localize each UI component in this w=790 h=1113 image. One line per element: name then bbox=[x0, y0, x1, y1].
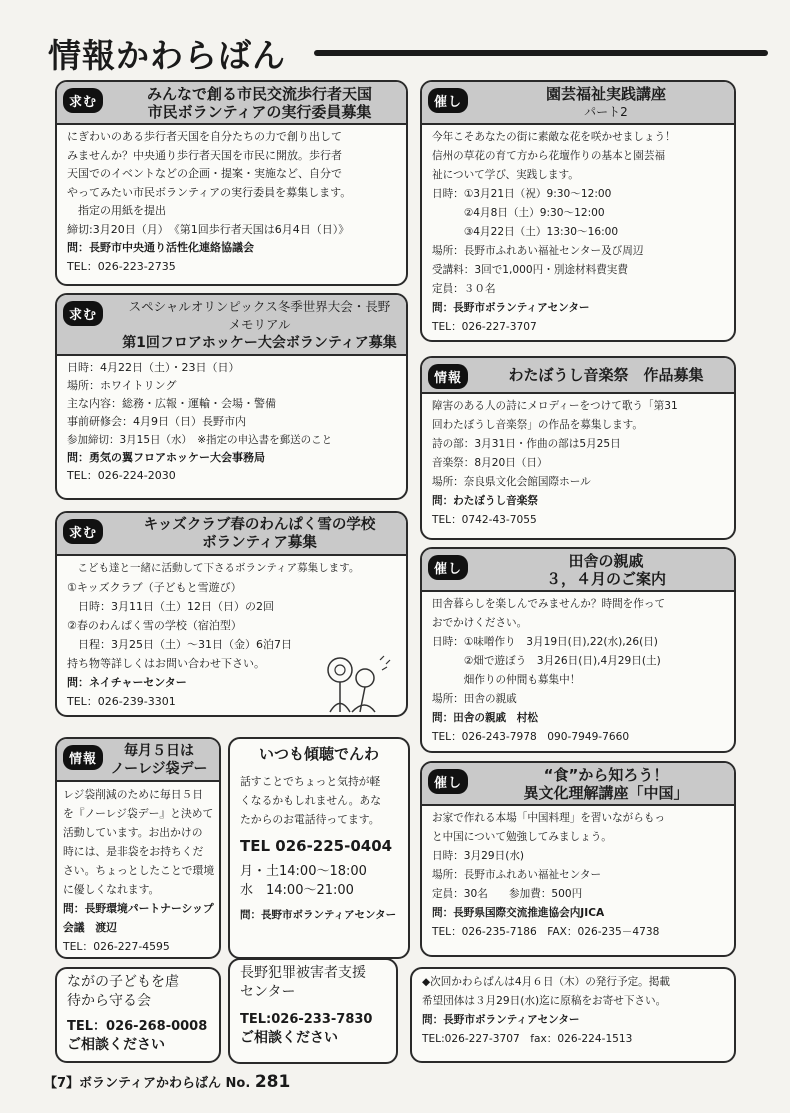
notice-heading: 毎月５日は ノーレジ袋デー bbox=[57, 739, 219, 782]
notice-heading: キッズクラブ春のわんぱく雪の学校 ボランティア募集 bbox=[57, 513, 406, 556]
phone: TEL：026-243-7978 090-7949-7660 bbox=[432, 731, 630, 743]
notice-body: 日時：4月22日（土）・23日（日） 場所：ホワイトリング 主な内容：総務・広報・運輸・会場・警備 事前研修会：4月9日（日）長野市内 参加締切：3月15日（水） ※指定の申込書を郵送のこと 問：勇気の翼フロアホッケー大会事務局 TEL：026-224-2030 bbox=[57, 356, 406, 488]
notice-body: 今年こそあなたの街に素敵な花を咲かせましょう！ 信州の草花の育て方から花壇作りの基本と園芸福 祉について学び、実践します。 日時：①3月21日（祝）9:30～12:00 ②4月8日（土）9:30～12:00 ③4月22日（土）13:30～16:00 場所：長野市ふれあい福祉センター及び周辺 受講料：3回で1,000円・別途材料費実費 定員：３０名 問：長野市ボランティアセンター TEL：026-227-3707 bbox=[422, 125, 734, 340]
phone: TEL：026-223-2735 bbox=[67, 259, 176, 273]
phone: TEL：026-227-3707 bbox=[432, 321, 537, 333]
phone: TEL：026-239-3301 bbox=[67, 695, 176, 708]
phone: TEL:026-227-3707 fax：026-224-1513 bbox=[422, 1033, 633, 1045]
phone: TEL：026-235-7186 FAX：026-235－4738 bbox=[432, 926, 660, 938]
category-badge: 催し bbox=[428, 88, 468, 113]
title-rule bbox=[314, 50, 768, 56]
notice-body: お家で作れる本場「中国料理」を習いながらもっ と中国について勉強してみましょう。 日時：3月29日(水) 場所：長野市ふれあい福祉センター 定員：30名 参加費：500円 問：長野県国際交流推進協会内JICA TEL：026-235-7186 FAX：026-235－4738 bbox=[422, 806, 734, 945]
category-badge: 求む bbox=[63, 301, 103, 326]
contact: 問：長野環境パートナーシップ bbox=[63, 902, 214, 915]
notice-heading: わたぼうし音楽祭 作品募集 bbox=[422, 358, 734, 394]
notice-body: 障害のある人の詩にメロディーをつけて歌う「第31 回わたぼうし音楽祭」の作品を募集します。 詩の部：3月31日・作曲の部は5月25日 音楽祭：8月20日（日） 場所：奈良県文化会館国際ホール 問：わたぼうし音楽祭 TEL：0742-43-7055 bbox=[422, 394, 734, 533]
contact: 問：わたぼうし音楽祭 bbox=[432, 495, 538, 507]
notice-heading: 園芸福祉実践講座 パート2 bbox=[422, 82, 734, 125]
dandelion-illustration bbox=[310, 650, 400, 720]
phone: TEL:026-233-7830 bbox=[240, 1012, 373, 1027]
notice-heading: いつも傾聴でんわ bbox=[258, 745, 379, 763]
category-badge: 催し bbox=[428, 555, 468, 580]
category-badge: 求む bbox=[63, 88, 103, 113]
notice-body: にぎわいのある歩行者天国を自分たちの力で創り出して みませんか？中央通り歩行者天国を市民に開放。歩行者 天国でのイベントなどの企画・提案・実施など、自分で やってみたい市民ボランティアの実行委員を募集します。 指定の用紙を提出 締切:3月20日（月） 《第1回歩行者天国は6月4日（日）》 問：長野市中央通り活性化連絡協議会 TEL：026-223-2735 bbox=[57, 125, 406, 279]
contact: 問：長野市ボランティアセンター bbox=[422, 1014, 580, 1026]
notice-body: こども達と一緒に活動して下さるボランティア募集します。 ①キッズクラブ（子どもと雪遊び） 日時：3月11日（土）12日（日）の2回 ②春のわんぱく雪の学校（宿泊型） 日程：3月25日（土）～31日（金）6泊7日 持ち物等詳しくはお問い合わせ下さい。 問：ネイチャーセンター TEL：026-239-3301 bbox=[57, 556, 406, 714]
notice-pedestrian-volunteers bbox=[55, 80, 408, 286]
notice-listening-phone: いつも傾聴でんわ 話すことでちょっと気持が軽 くなるかもしれません。あな たからのお電話待ってます。 TEL 026-225-0404 月・土14:00～18:00 水 14:00～21:00 問：長野市ボランティアセンター bbox=[228, 737, 410, 959]
contact: 問：勇気の翼フロアホッケー大会事務局 bbox=[67, 451, 265, 464]
phone: TEL：0742-43-7055 bbox=[432, 514, 537, 526]
phone: TEL：026-268-0008 bbox=[67, 1019, 208, 1034]
category-badge: 情報 bbox=[63, 745, 103, 770]
notice-no-plastic-bag-day bbox=[55, 737, 221, 959]
notice-cross-cultural-course bbox=[420, 761, 736, 957]
category-badge: 情報 bbox=[428, 364, 468, 389]
contact: 問：ネイチャーセンター bbox=[67, 676, 187, 689]
contact: 問：長野市ボランティアセンター bbox=[432, 302, 590, 314]
category-badge: 催し bbox=[428, 769, 468, 794]
notice-next-issue: ◆次回かわらばんは4月６日（木）の発行予定。掲載 希望団体は３月29日(水)迄に原稿をお寄せ下さい。 問：長野市ボランティアセンター TEL:026-227-3707 fax：026-224-1513 bbox=[410, 967, 736, 1063]
notice-crime-victim-support: 長野犯罪被害者支援 センター TEL:026-233-7830 ご相談ください bbox=[228, 958, 398, 1064]
phone: TEL 026-225-0404 bbox=[240, 837, 393, 855]
notice-heading: “食”から知ろう！ 異文化理解講座「中国」 bbox=[422, 763, 734, 806]
notice-body: レジ袋削減のために毎日５日 を『ノーレジ袋デー』と決めて 活動しています。お出かけの 時には、是非袋をお持ちくだ さい。ちょっとしたことで環境 に優しくなれます。 問：長野環境パートナーシップ 会議 渡辺 TEL：026-227-4595 bbox=[57, 782, 219, 959]
notice-watabosh-music-festival bbox=[420, 356, 736, 540]
contact: 問：長野県国際交流推進協会内JICA bbox=[432, 907, 605, 919]
category-badge: 求む bbox=[63, 519, 103, 544]
issue-number: 281 bbox=[254, 1072, 291, 1092]
notice-horticulture-course bbox=[420, 80, 736, 342]
contact: 問：長野市中央通り活性化連絡協議会 bbox=[67, 241, 254, 254]
notice-child-abuse-prevention: ながの子どもを虐 待から守る会 TEL：026-268-0008 ご相談ください bbox=[55, 967, 221, 1063]
phone: TEL：026-227-4595 bbox=[63, 940, 170, 953]
page-footer: 【7】ボランティアかわらばん No. 281 bbox=[44, 1072, 291, 1092]
notice-inaka-no-shinseki bbox=[420, 547, 736, 753]
notice-heading: 田舎の親戚 ３，４月のご案内 bbox=[422, 549, 734, 592]
notice-body: 田舎暮らしを楽しんでみませんか？時間を作って おでかけください。 日時：①味噌作り 3月19日(日),22(水),26(日) ②畑で遊ぼう 3月26日(日),4月29日(土) 畑作りの仲間も募集中！ 場所：田舎の親戚 問：田舎の親戚 村松 TEL：026-243-7978 090-7949-7660 bbox=[422, 592, 734, 750]
notice-heading: みんなで創る市民交流歩行者天国 市民ボランティアの実行委員募集 bbox=[57, 82, 406, 125]
notice-floor-hockey bbox=[55, 293, 408, 500]
phone: TEL：026-224-2030 bbox=[67, 469, 176, 482]
page-title: 情報かわらばん bbox=[48, 36, 286, 75]
notice-heading: スペシャルオリンピックス冬季世界大会・長野 メモリアル 第1回フロアホッケー大会ボランティア募集 bbox=[57, 295, 406, 356]
contact: 問：長野市ボランティアセンター bbox=[240, 909, 397, 921]
contact: 問：田舎の親戚 村松 bbox=[432, 712, 538, 724]
